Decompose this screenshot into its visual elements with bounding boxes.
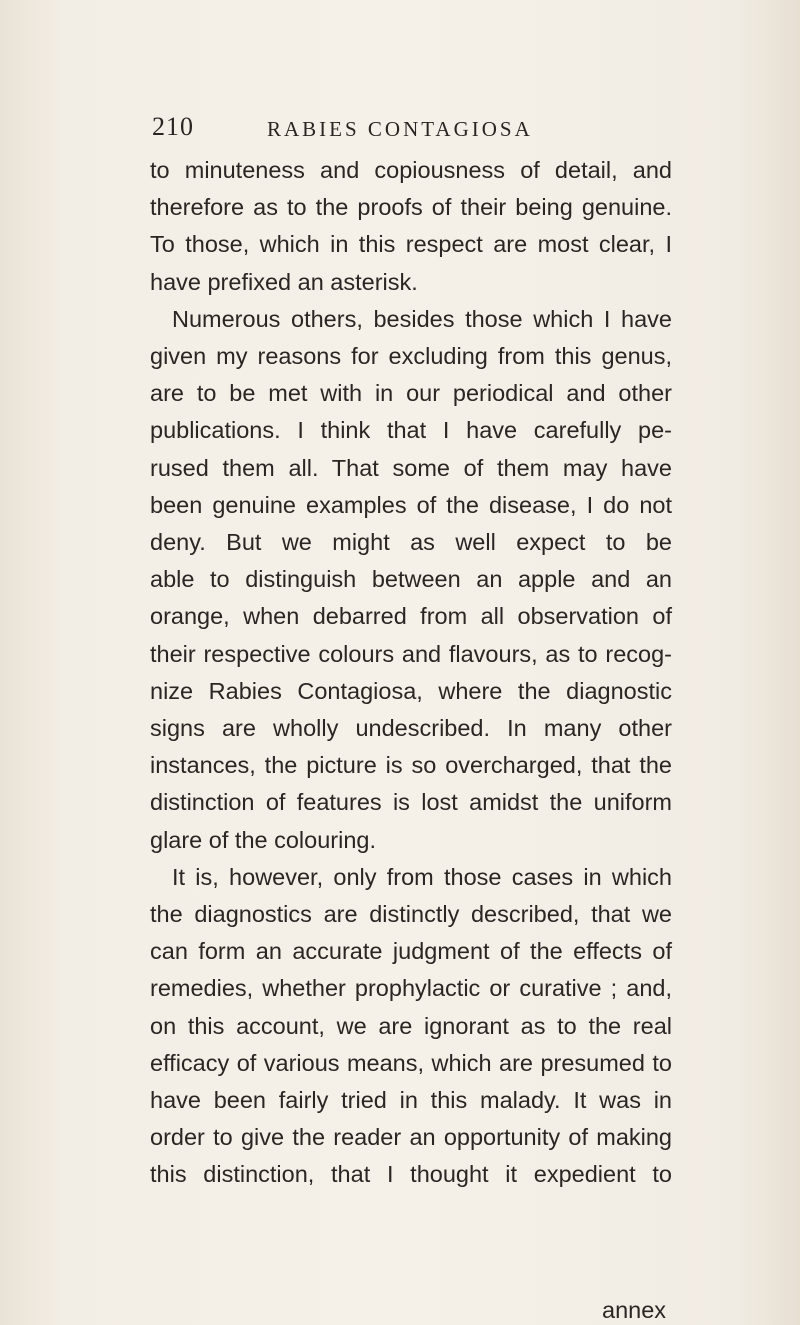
text-line: this distinction, that I thought it expedient to <box>150 1161 672 1188</box>
text-line: efficacy of various means, which are presumed to <box>150 1049 672 1076</box>
text-line: been genuine examples of the disease, I do not <box>150 491 672 518</box>
text-line: order to give the reader an opportunity of making <box>150 1124 672 1151</box>
text-line: It is, however, only from those cases in which <box>172 863 672 890</box>
paragraph <box>150 859 672 1194</box>
text-line: given my reasons for excluding from this genus, <box>150 343 672 370</box>
page-number: 210 <box>152 112 194 141</box>
text-line: their respective colours and flavours, as to recog- <box>150 640 672 667</box>
catchword: annex <box>602 1297 667 1323</box>
text-line: able to distinguish between an apple and an <box>150 566 672 593</box>
text-line: publications. I think that I have carefully pe- <box>150 417 672 444</box>
text-line: Numerous others, besides those which I have <box>172 305 672 332</box>
text-line: instances, the picture is so overcharged, that the <box>150 752 672 779</box>
text-line: distinction of features is lost amidst the uniform <box>150 789 672 816</box>
text-line: signs are wholly undescribed. In many other <box>150 715 672 742</box>
paragraph <box>150 152 672 301</box>
text-line: have been fairly tried in this malady. It was in <box>150 1087 672 1114</box>
text-line: the diagnostics are distinctly described, that we <box>150 901 672 928</box>
text-line: have prefixed an asterisk. <box>150 268 418 295</box>
body-text <box>150 152 672 1194</box>
text-line: are to be met with in our periodical and other <box>150 380 672 407</box>
text-line: deny. But we might as well expect to be <box>150 529 672 556</box>
text-line: on this account, we are ignorant as to the real <box>150 1012 672 1039</box>
paragraph <box>150 301 672 859</box>
text-line: rused them all. That some of them may have <box>150 454 672 481</box>
text-line: therefore as to the proofs of their being genuine. <box>150 194 672 221</box>
text-line: orange, when debarred from all observation of <box>150 603 672 630</box>
text-line: nize Rabies Contagiosa, where the diagnostic <box>150 677 672 704</box>
text-line: to minuteness and copiousness of detail, and <box>150 157 672 183</box>
running-head: RABIES CONTAGIOSA <box>267 117 533 141</box>
text-line: glare of the colouring. <box>150 826 377 853</box>
page-header <box>150 112 670 152</box>
text-line: remedies, whether prophylactic or curative ; and, <box>150 975 672 1002</box>
text-line: can form an accurate judgment of the effects of <box>150 938 672 965</box>
text-line: To those, which in this respect are most clear, I <box>150 231 672 258</box>
